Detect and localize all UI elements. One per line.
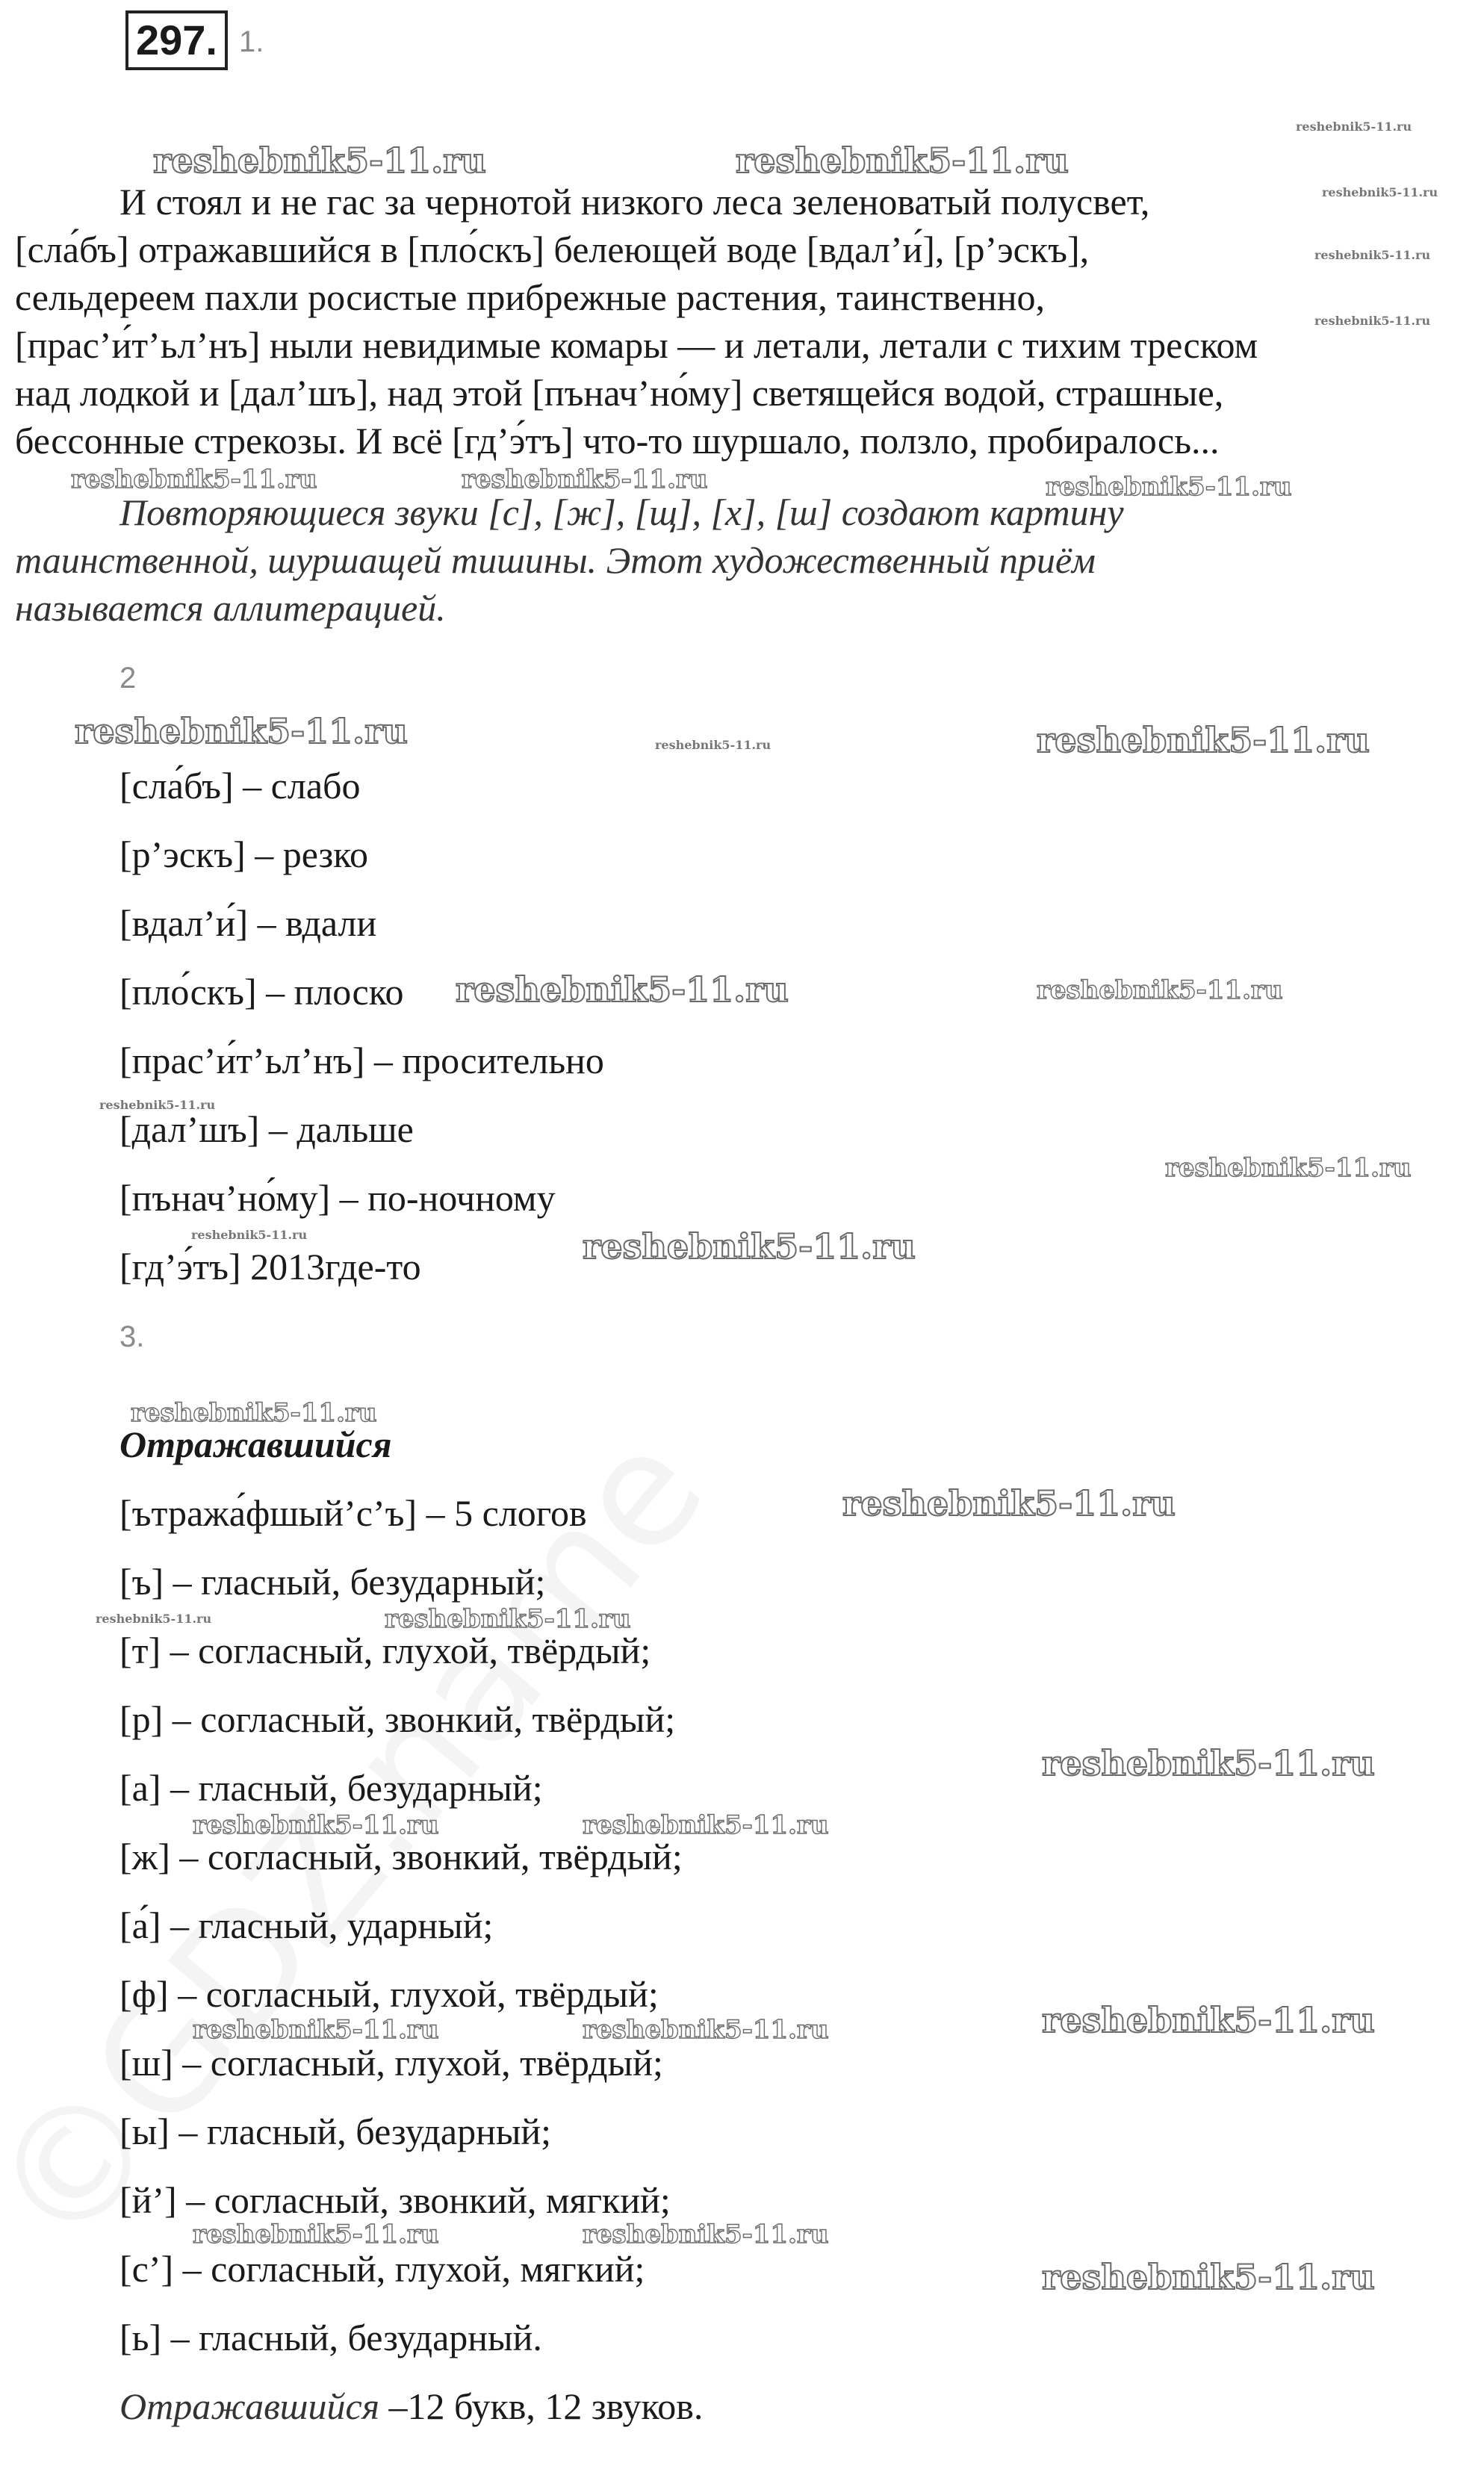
sound-line: [ш] – согласный, глухой, твёрдый; xyxy=(119,2042,663,2084)
site-watermark: reshebnik5-11.ru xyxy=(736,140,1069,181)
transcription-line: [дал’шъ] – дальше xyxy=(119,1108,414,1150)
site-watermark: reshebnik5-11.ru xyxy=(456,969,789,1010)
sound-line: [ф] – согласный, глухой, твёрдый; xyxy=(119,1973,659,2015)
section-label-3: 3. xyxy=(119,1320,145,1353)
site-watermark: reshebnik5-11.ru xyxy=(1322,185,1438,199)
sound-line: [т] – согласный, глухой, твёрдый; xyxy=(119,1630,651,1671)
sound-line: [с’] – согласный, глухой, мягкий; xyxy=(119,2248,645,2290)
site-watermark: reshebnik5-11.ru xyxy=(96,1612,212,1626)
site-watermark: reshebnik5-11.ru xyxy=(583,1226,916,1267)
site-watermark: reshebnik5-11.ru xyxy=(131,1398,377,1428)
sound-line: [ж] – согласный, звонкий, твёрдый; xyxy=(119,1836,683,1878)
paragraph-line: И стоял и не гас за чернотой низкого леса зеленоватый полусвет, xyxy=(119,181,1150,223)
site-watermark: reshebnik5-11.ru xyxy=(1046,472,1292,502)
sound-line: [р] – согласный, звонкий, твёрдый; xyxy=(119,1698,676,1740)
site-watermark: reshebnik5-11.ru xyxy=(842,1483,1176,1524)
site-watermark: reshebnik5-11.ru xyxy=(1037,975,1283,1005)
summary-word: Отражавшийся xyxy=(119,2385,379,2427)
site-watermark: reshebnik5-11.ru xyxy=(583,2015,829,2045)
site-watermark: reshebnik5-11.ru xyxy=(193,1810,439,1840)
explanation-line: называется аллитерацией. xyxy=(15,587,446,629)
sound-line: [ь] – гласный, безударный. xyxy=(119,2317,542,2358)
analysed-word: Отражавшийся xyxy=(119,1423,392,1465)
transcription-line: [р’эскъ] – резко xyxy=(119,833,369,875)
transcription-line: [гд’э́тъ] 2013где-то xyxy=(119,1246,421,1288)
site-watermark: reshebnik5-11.ru xyxy=(1296,119,1412,134)
summary-rest: –12 букв, 12 звуков. xyxy=(379,2385,704,2427)
site-watermark: reshebnik5-11.ru xyxy=(583,2220,829,2249)
task-number: 297. xyxy=(125,10,228,70)
site-watermark: reshebnik5-11.ru xyxy=(1314,248,1431,262)
transcription-line: [пло́скъ] – плоско xyxy=(119,971,404,1013)
site-watermark: reshebnik5-11.ru xyxy=(99,1098,216,1112)
paragraph-line: сельдереем пахли росистые прибрежные растения, таинственно, xyxy=(15,276,1046,318)
sound-line: [й’] – согласный, звонкий, мягкий; xyxy=(119,2179,671,2221)
paragraph-line: над лодкой и [дал’шъ], над этой [пънач’но́му] светящейся водой, страшные, xyxy=(15,372,1224,414)
site-watermark: reshebnik5-11.ru xyxy=(1042,2000,1375,2040)
site-watermark: reshebnik5-11.ru xyxy=(1042,1743,1375,1783)
site-watermark: reshebnik5-11.ru xyxy=(71,465,317,494)
sound-line: [а] – гласный, безударный; xyxy=(119,1767,543,1809)
paragraph-line: [прас’и́т’ьл’нъ] ныли невидимые комары — и летали, летали с тихим треском xyxy=(15,324,1258,366)
section-label-1: 1. xyxy=(239,25,264,58)
explanation-line: Повторяющиеся звуки [с], [ж], [щ], [х], [ш] создают картину xyxy=(119,491,1124,533)
site-watermark: reshebnik5-11.ru xyxy=(655,738,772,752)
site-watermark: reshebnik5-11.ru xyxy=(193,2015,439,2045)
site-watermark: reshebnik5-11.ru xyxy=(583,1810,829,1840)
sound-line: [ъ] – гласный, безударный; xyxy=(119,1561,546,1603)
transcription-line: [прас’и́т’ьл’нъ] – просительно xyxy=(119,1040,604,1081)
transcription-line: [пънач’но́му] – по-ночному xyxy=(119,1177,556,1219)
paragraph-line: бессонные стрекозы. И всё [гд’э́тъ] что-то шуршало, ползло, пробиралось... xyxy=(15,420,1220,462)
summary-line xyxy=(119,2384,703,2429)
site-watermark: reshebnik5-11.ru xyxy=(191,1228,308,1242)
site-watermark: reshebnik5-11.ru xyxy=(1314,314,1431,328)
sound-line: [а́] – гласный, ударный; xyxy=(119,1904,494,1946)
word-transcription: [ътража́фшый’с’ъ] – 5 слогов xyxy=(119,1492,587,1534)
paragraph-line: [сла́бъ] отражавшийся в [пло́скъ] белеющей воде [вдал’и́], [р’эскъ], xyxy=(15,229,1090,270)
site-watermark: reshebnik5-11.ru xyxy=(385,1604,631,1634)
explanation-line: таинственной, шуршащей тишины. Этот художественный приём xyxy=(15,539,1096,581)
site-watermark: reshebnik5-11.ru xyxy=(1037,720,1370,760)
site-watermark: reshebnik5-11.ru xyxy=(193,2220,439,2249)
site-watermark: reshebnik5-11.ru xyxy=(1042,2257,1375,2297)
site-watermark: reshebnik5-11.ru xyxy=(153,140,486,181)
site-watermark: reshebnik5-11.ru xyxy=(75,711,408,751)
transcription-line: [вдал’и́] – вдали xyxy=(119,902,377,944)
section-label-2: 2 xyxy=(119,662,137,695)
sound-line: [ы] – гласный, безударный; xyxy=(119,2111,552,2152)
site-watermark: reshebnik5-11.ru xyxy=(1165,1153,1412,1183)
site-watermark: reshebnik5-11.ru xyxy=(462,465,708,494)
transcription-line: [сла́бъ] – слабо xyxy=(119,765,361,807)
